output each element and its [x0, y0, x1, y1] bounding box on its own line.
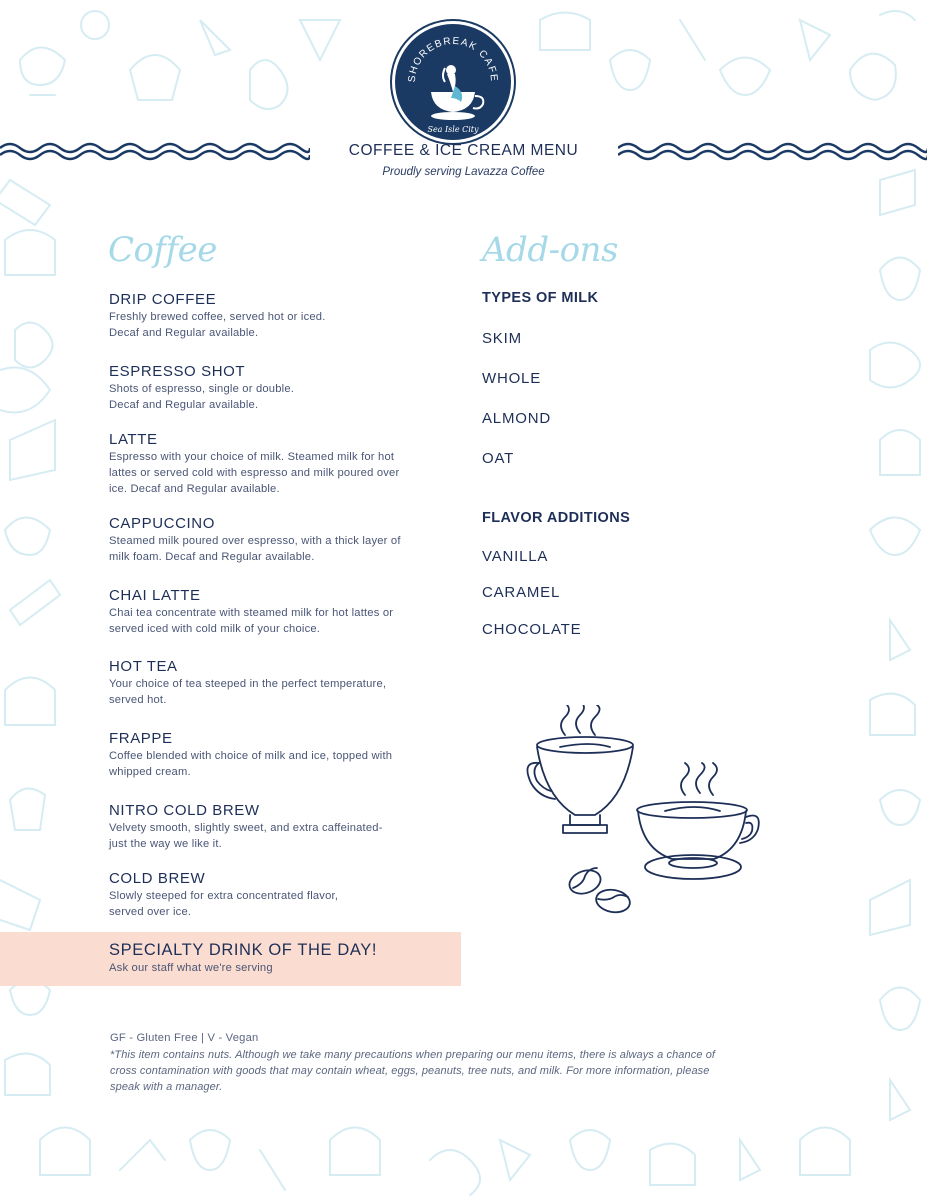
milk-option: SKIM: [482, 330, 522, 347]
item-name: LATTE: [109, 431, 158, 448]
milk-types-heading: TYPES OF MILK: [482, 290, 599, 306]
left-wave-divider: [0, 140, 310, 162]
item-name: CAPPUCCINO: [109, 515, 216, 532]
menu-item: [109, 870, 459, 920]
menu-subtitle: Proudly serving Lavazza Coffee: [382, 166, 545, 178]
item-description: whipped cream.: [109, 766, 191, 778]
menu-item: [109, 587, 459, 637]
cafe-logo: [395, 24, 511, 140]
milk-option: ALMOND: [482, 410, 551, 427]
menu-title: COFFEE & ICE CREAM MENU: [348, 142, 579, 159]
item-description: Shots of espresso, single or double.: [109, 383, 295, 395]
menu-item: [109, 431, 459, 497]
specialty-drink-title: SPECIALTY DRINK OF THE DAY!: [109, 941, 378, 959]
flavor-option: VANILLA: [482, 548, 549, 565]
milk-option: OAT: [482, 450, 515, 467]
item-description: Velvety smooth, slightly sweet, and extra caffeinated-: [109, 822, 383, 834]
item-description: served iced with cold milk of your choice.: [109, 623, 321, 635]
dietary-legend: GF - Gluten Free | V - Vegan: [110, 1032, 259, 1044]
coffee-section-heading: Coffee: [108, 230, 217, 270]
milk-option: WHOLE: [482, 370, 542, 387]
item-description: ice. Decaf and Regular available.: [109, 483, 280, 495]
item-description: served over ice.: [109, 906, 192, 918]
item-description: Espresso with your choice of milk. Steamed milk for hot: [109, 451, 395, 463]
item-name: NITRO COLD BREW: [109, 802, 260, 819]
menu-item: [109, 291, 459, 341]
coffee-cups-and-beans-icon: [525, 705, 765, 920]
allergy-disclaimer: [110, 1047, 810, 1095]
specialty-drink-subtitle: Ask our staff what we're serving: [109, 962, 273, 974]
flavor-option: CHOCOLATE: [482, 621, 582, 638]
disclaimer-line: speak with a manager.: [110, 1081, 223, 1093]
item-description: Coffee blended with choice of milk and ice, topped with: [109, 750, 393, 762]
flavor-additions-heading: FLAVOR ADDITIONS: [482, 510, 631, 526]
item-name: HOT TEA: [109, 658, 178, 675]
flavor-option: CARAMEL: [482, 584, 561, 601]
item-description: served hot.: [109, 694, 167, 706]
item-description: Your choice of tea steeped in the perfect temperature,: [109, 678, 387, 690]
logo-name: SHOREBREAK CAFE: [406, 35, 500, 83]
item-name: ESPRESSO SHOT: [109, 363, 246, 380]
item-description: Chai tea concentrate with steamed milk for hot lattes or: [109, 607, 394, 619]
item-description: Freshly brewed coffee, served hot or iced.: [109, 311, 326, 323]
menu-item: [109, 730, 459, 780]
item-description: Decaf and Regular available.: [109, 327, 259, 339]
addons-section-heading: Add-ons: [482, 230, 618, 270]
menu-item: [109, 515, 459, 565]
disclaimer-line: cross contamination with goods that may contain wheat, eggs, peanuts, tree nuts, and milk. For more information, please: [110, 1065, 710, 1077]
item-name: FRAPPE: [109, 730, 173, 747]
item-name: COLD BREW: [109, 870, 206, 887]
item-description: milk foam. Decaf and Regular available.: [109, 551, 315, 563]
item-description: lattes or served cold with espresso and milk poured over: [109, 467, 400, 479]
right-wave-divider: [618, 140, 927, 162]
item-name: CHAI LATTE: [109, 587, 201, 604]
disclaimer-line: *This item contains nuts. Although we take many precautions when preparing our menu items, there is always a chance of: [110, 1049, 716, 1061]
item-description: Slowly steeped for extra concentrated flavor,: [109, 890, 339, 902]
mermaid-on-cup-icon: [395, 24, 511, 140]
menu-item: [109, 363, 459, 413]
item-description: Decaf and Regular available.: [109, 399, 259, 411]
menu-item: [109, 802, 459, 852]
item-description: just the way we like it.: [109, 838, 222, 850]
item-description: Steamed milk poured over espresso, with a thick layer of: [109, 535, 401, 547]
logo-tagline: Sea Isle City: [427, 125, 479, 134]
menu-item: [109, 658, 459, 708]
item-name: DRIP COFFEE: [109, 291, 217, 308]
